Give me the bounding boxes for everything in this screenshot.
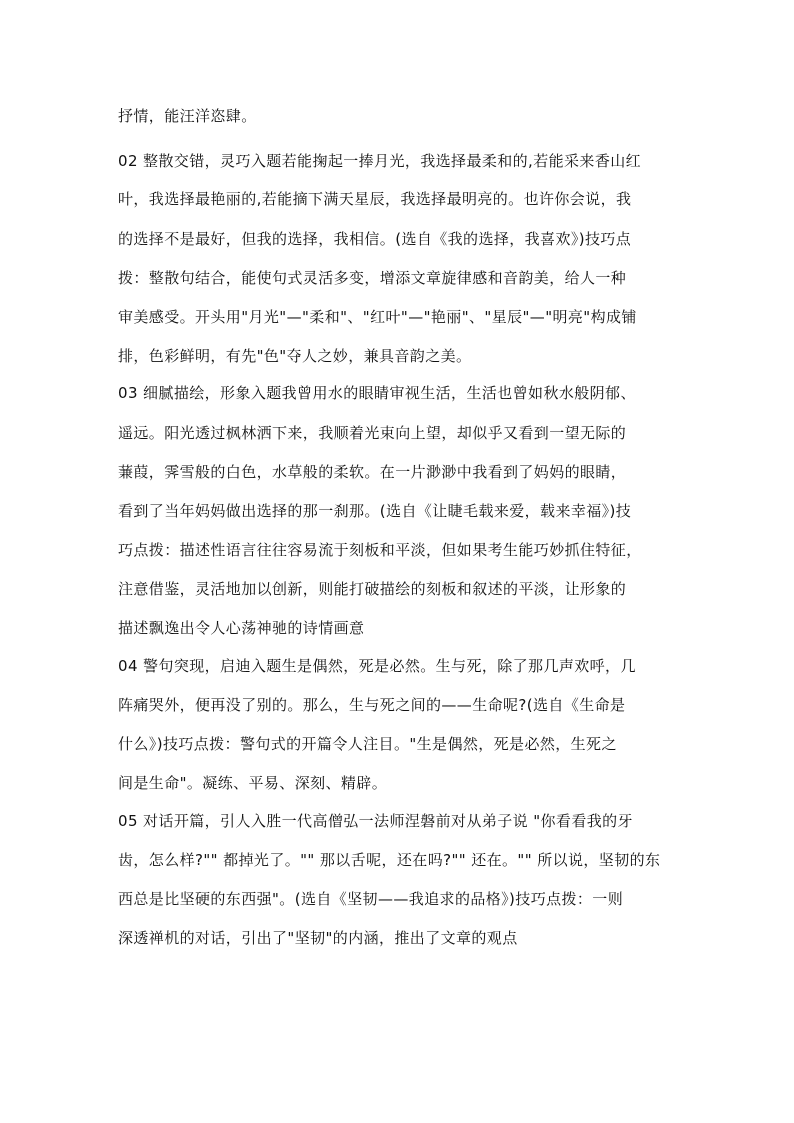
text-line: 西总是比坚硬的东西强"。(选自《坚韧——我追求的品格》)技巧点拨：一则 xyxy=(118,890,624,908)
text-line: 描述飘逸出令人心荡神驰的诗情画意 xyxy=(118,619,365,637)
text-line: 抒情，能汪洋恣肆。 xyxy=(118,107,257,125)
text-line: 04 警句突现，启迪入题生是偶然，死是必然。生与死，除了那几声欢呼，几 xyxy=(118,657,636,675)
text-line: 审美感受。开头用"月光"—"柔和"、"红叶"—"艳丽"、"星辰"—"明亮"构成铺 xyxy=(118,308,637,326)
text-line: 间是生命"。凝练、平易、深刻、精辟。 xyxy=(118,774,388,792)
text-line: 拨：整散句结合，能使句式灵活多变，增添文章旋律感和音韵美，给人一种 xyxy=(118,269,627,287)
text-line: 深透禅机的对话，引出了"坚韧"的内涵，推出了文章的观点 xyxy=(118,929,518,947)
text-line: 02 整散交错，灵巧入题若能掬起一捧月光，我选择最柔和的,若能采来香山红 xyxy=(118,152,642,170)
text-line: 齿，怎么样?"" 都掉光了。"" 那以舌呢，还在吗?"" 还在。"" 所以说，坚韧的东 xyxy=(118,851,661,869)
text-line: 看到了当年妈妈做出选择的那一刹那。(选自《让睫毛载来爱，载来幸福》)技 xyxy=(118,502,632,520)
text-line: 的选择不是最好，但我的选择，我相信。(选自《我的选择，我喜欢》)技巧点 xyxy=(118,230,632,248)
text-line: 注意借鉴，灵活地加以创新，则能打破描绘的刻板和叙述的平淡，让形象的 xyxy=(118,580,627,598)
text-line: 排，色彩鲜明，有先"色"夺人之妙，兼具音韵之美。 xyxy=(118,347,472,365)
text-line: 什么》)技巧点拨：警句式的开篇令人注目。"生是偶然，死是必然，生死之 xyxy=(118,735,617,753)
text-line: 蒹葭，霁雪般的白色，水草般的柔软。在一片渺渺中我看到了妈妈的眼睛， xyxy=(118,463,627,481)
text-line: 叶，我选择最艳丽的,若能摘下满天星辰，我选择最明亮的。也许你会说，我 xyxy=(118,190,632,208)
text-line: 遥远。阳光透过枫林洒下来，我顺着光束向上望，却似乎又看到一望无际的 xyxy=(118,424,627,442)
text-line: 巧点拨：描述性语言往往容易流于刻板和平淡，但如果考生能巧妙抓住特征， xyxy=(118,541,642,559)
text-line: 03 细腻描绘，形象入题我曾用水的眼睛审视生活，生活也曾如秋水般阴郁、 xyxy=(118,384,636,402)
text-line: 05 对话开篇，引人入胜一代高僧弘一法师涅磐前对从弟子说 "你看看我的牙 xyxy=(118,812,633,830)
text-line: 阵痛哭外，便再没了别的。那么，生与死之间的——生命呢?(选自《生命是 xyxy=(118,696,626,714)
